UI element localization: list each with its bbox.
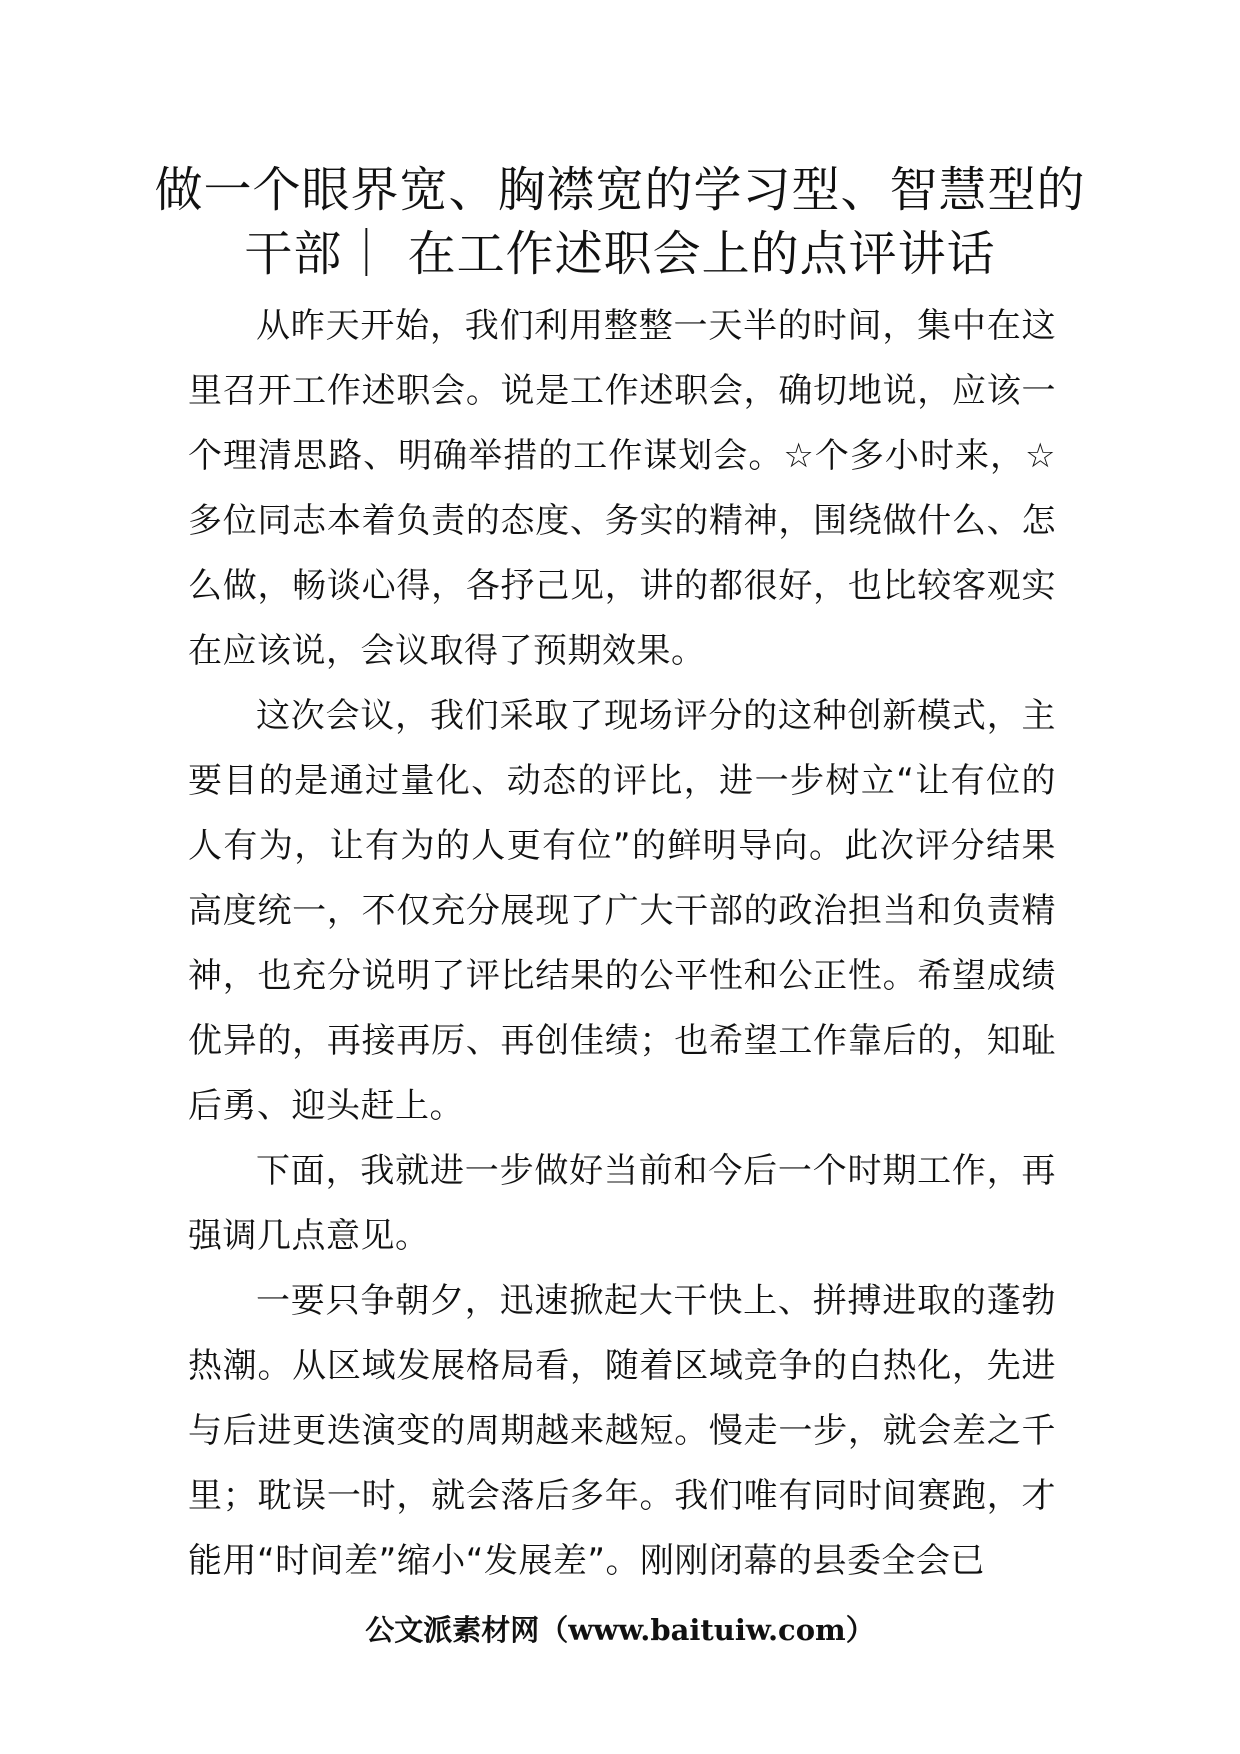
document-title: 做一个眼界宽、胸襟宽的学习型、智慧型的干部｜ 在工作述职会上的点评讲话: [154, 162, 1086, 282]
paragraph-2: 这次会议，我们采取了现场评分的这种创新模式，主要目的是通过量化、动态的评比，进一步树立“让有位的人有为，让有为的人更有位”的鲜明导向。此次评分结果高度统一，不仅充分展现了广大干部的政治担当和负责精神，也充分说明了评比结果的公平性和公正性。希望成绩优异的，再接再厉、再创佳绩；也希望工作靠后的，知耻后勇、迎头赶上。: [188, 696, 1056, 1126]
paragraph-3: 下面，我就进一步做好当前和今后一个时期工作，再强调几点意见。: [188, 1151, 1056, 1256]
paragraph-4: 一要只争朝夕，迅速掀起大干快上、拼搏进取的蓬勃热潮。从区域发展格局看，随着区域竞争的白热化，先进与后进更迭演变的周期越来越短。慢走一步，就会差之千里；耽误一时，就会落后多年。我们唯有同时间赛跑，才能用“时间差”缩小“发展差”。刚刚闭幕的县委全会已: [188, 1281, 1056, 1581]
document-body: [188, 294, 1056, 1594]
source-footer: 公文派素材网（www.baituiw.com）: [365, 1613, 875, 1647]
paragraph-1: 从昨天开始，我们利用整整一天半的时间，集中在这里召开工作述职会。说是工作述职会，确切地说，应该一个理清思路、明确举措的工作谋划会。☆个多小时来，☆多位同志本着负责的态度、务实的精神，围绕做什么、怎么做，畅谈心得，各抒己见，讲的都很好，也比较客观实在应该说，会议取得了预期效果。: [188, 306, 1056, 671]
